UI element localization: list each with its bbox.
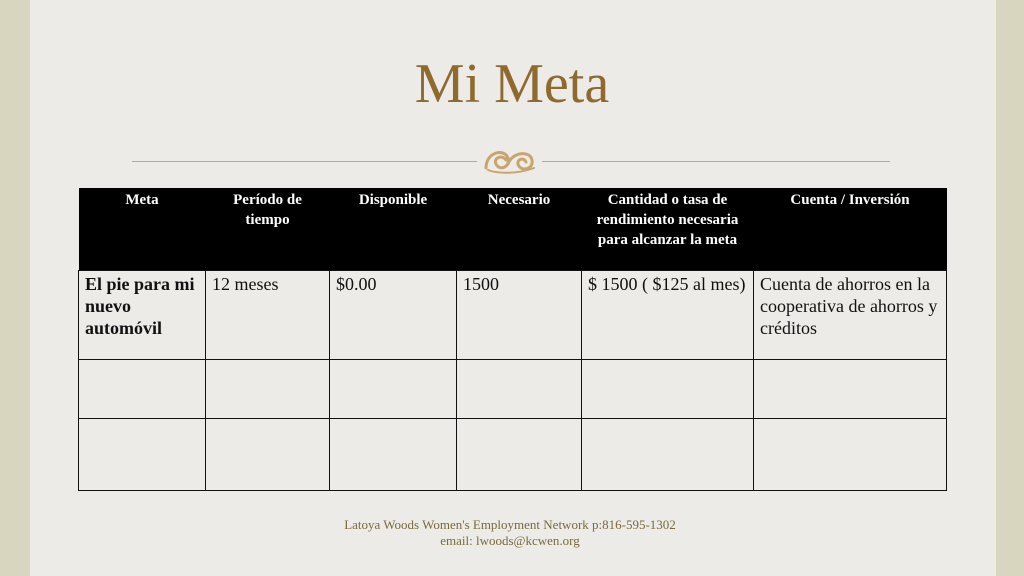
table-cell: $ 1500 ( $125 al mes) (582, 271, 754, 360)
table-cell: 1500 (457, 271, 582, 360)
table-cell: Cuenta de ahorros en la cooperativa de ahorros y créditos (754, 271, 947, 360)
scroll-ornament-icon (478, 142, 542, 178)
table-cell (754, 360, 947, 419)
table-row (79, 419, 947, 491)
table-cell: $0.00 (330, 271, 457, 360)
table-cell (206, 360, 330, 419)
table-cell (79, 360, 206, 419)
slide-title: Mi Meta (414, 53, 610, 115)
table-cell (754, 419, 947, 491)
table-cell (582, 419, 754, 491)
table-cell (330, 419, 457, 491)
header-disponible: Disponible (330, 188, 457, 271)
table-cell (79, 419, 206, 491)
table-row (79, 360, 947, 419)
table-cell (330, 360, 457, 419)
header-cantidad: Cantidad o tasa de rendimiento necesaria para alcanzar la meta (582, 188, 754, 271)
header-meta: Meta (79, 188, 206, 271)
title-rule-right (542, 161, 890, 162)
table-cell: El pie para mi nuevo automóvil (79, 271, 206, 360)
table-cell: 12 meses (206, 271, 330, 360)
header-periodo: Período de tiempo (206, 188, 330, 271)
table-cell (582, 360, 754, 419)
goals-table (78, 188, 947, 491)
header-necesario: Necesario (457, 188, 582, 271)
header-cuenta: Cuenta / Inversión (754, 188, 947, 271)
table-cell (457, 360, 582, 419)
table-cell (206, 419, 330, 491)
table-header-row (79, 188, 947, 271)
footer-contact: Latoya Woods Women's Employment Network p:816-595-1302 email: lwoods@kcwen.org (344, 517, 676, 548)
table-cell (457, 419, 582, 491)
title-rule-left (132, 161, 477, 162)
table-row (79, 271, 947, 360)
